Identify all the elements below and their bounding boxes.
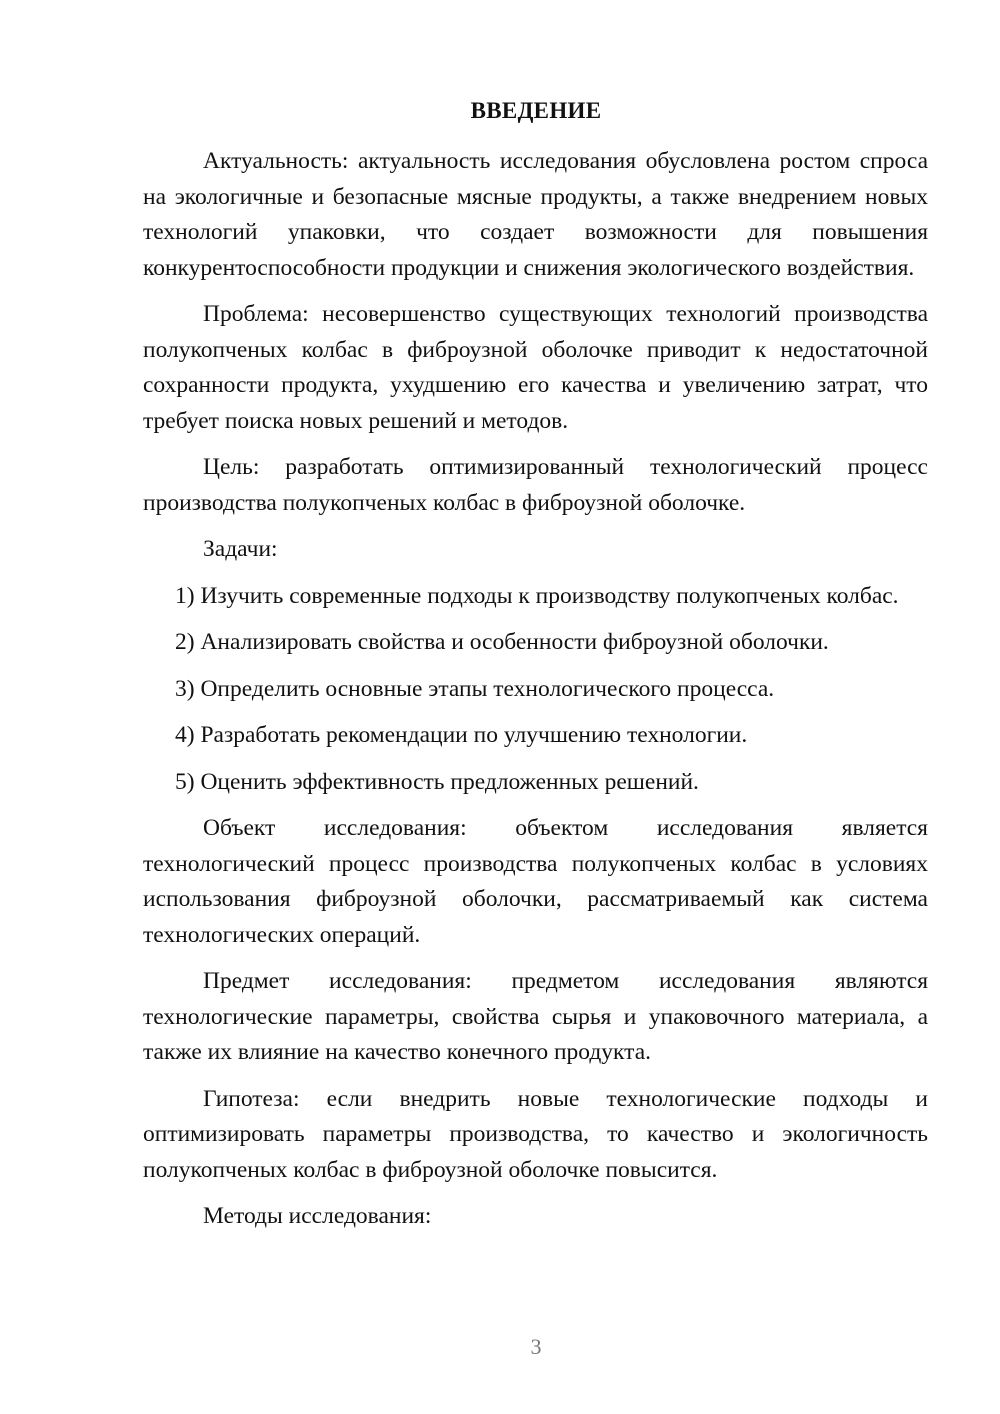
problem-paragraph: Проблема: несовершенство существующих технологий производства полукопченых колбас в фиброузной оболочке приводит к недостаточной сохранности продукта, ухудшению его качества и увеличению затрат, что требует поиска новых решений и методов. [143, 301, 928, 434]
task-item-1: 1) Изучить современные подходы к производству полукопченых колбас. [175, 582, 899, 609]
hypothesis-paragraph: Гипотеза: если внедрить новые технологические подходы и оптимизировать параметры производства, то качество и экологичность полукопченых колбас в фиброузной оболочке повысится. [143, 1085, 928, 1183]
task-item-3: 3) Определить основные этапы технологического процесса. [175, 675, 775, 702]
subject-paragraph: Предмет исследования: предметом исследования являются технологические параметры, свойства сырья и упаковочного материала, а также их влияние на качество конечного продукта. [143, 968, 928, 1065]
goal-paragraph: Цель: разработать оптимизированный технологический процесс производства полукопченых колбас в фиброузной оболочке. [143, 454, 928, 516]
tasks-heading: Задачи: [203, 536, 278, 562]
section-title: ВВЕДЕНИЕ [470, 98, 602, 123]
methods-heading: Методы исследования: [203, 1203, 432, 1229]
page-number: 3 [530, 1334, 542, 1359]
document-body [143, 144, 928, 1235]
task-item-4: 4) Разработать рекомендации по улучшению технологии. [175, 722, 748, 748]
object-paragraph: Объект исследования: объектом исследования является технологический процесс производства полукопченых колбас в условиях использования фиброузной оболочки, рассматриваемый как система технологических операций. [143, 815, 928, 948]
task-item-5: 5) Оценить эффективность предложенных решений. [175, 768, 699, 795]
task-item-2: 2) Анализировать свойства и особенности фиброузной оболочки. [175, 629, 829, 655]
relevance-paragraph: Актуальность: актуальность исследования обусловлена ростом спроса на экологичные и безопасные мясные продукты, а также внедрением новых технологий упаковки, что создает возможности для повышения конкурентоспособности продукции и снижения экологического воздействия. [143, 148, 928, 281]
